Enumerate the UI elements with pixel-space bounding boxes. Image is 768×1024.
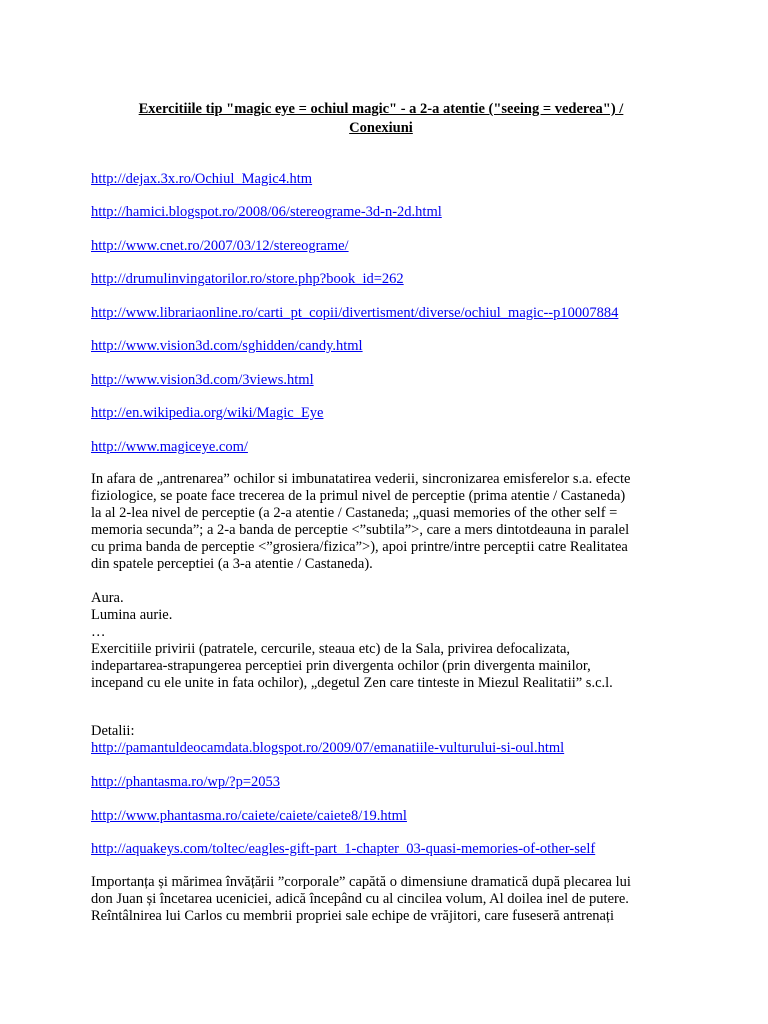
link-aquakeys-toltec[interactable]: http://aquakeys.com/toltec/eagles-gift-part_1-chapter_03-quasi-memories-of-other-self [91,841,596,857]
link-cnet-stereograme[interactable]: http://www.cnet.ro/2007/03/12/stereograme/ [91,238,349,254]
paragraph-line: indepartarea-strapungerea perceptiei prin divergenta ochilor (prin divergenta mainilor, [91,658,591,674]
paragraph-line: Aura. [91,590,124,606]
link-pamantuldeocamdata[interactable]: http://pamantuldeocamdata.blogspot.ro/2009/07/emanatiile-vulturului-si-oul.html [91,740,565,756]
paragraph-line: fiziologice, se poate face trecerea de la primul nivel de perceptie (prima atentie / Castaneda) [91,488,626,504]
link-magiceye[interactable]: http://www.magiceye.com/ [91,439,248,455]
link-drumulinvingatorilor[interactable]: http://drumulinvingatorilor.ro/store.php?book_id=262 [91,271,404,287]
paragraph-line: Importanța și mărimea învățării ”corporale” capătă o dimensiune dramatică după plecarea lui [91,874,631,890]
paragraph-line: la al 2-lea nivel de perceptie (a 2-a atentie / Castaneda; „quasi memories of the other self = [91,505,618,521]
details-label: Detalii: [91,723,135,739]
paragraph-line: Lumina aurie. [91,607,173,623]
document-title [91,100,671,138]
link-dejax-ochiul-magic[interactable]: http://dejax.3x.ro/Ochiul_Magic4.htm [91,171,313,187]
paragraph-line: In afara de „antrenarea” ochilor si imbunatatirea vederii, sincronizarea emisferelor s.a. efecte [91,471,631,487]
link-phantasma-wp[interactable]: http://phantasma.ro/wp/?p=2053 [91,774,280,790]
paragraph-line: Exercitiile privirii (patratele, cercurile, steaua etc) de la Sala, privirea defocalizata, [91,641,571,657]
paragraph-aura [91,590,691,692]
paragraph-line: don Juan și încetarea uceniciei, adică începând cu al cincilea volum, Al doilea inel de putere. [91,891,629,907]
paragraph-line: cu prima banda de perceptie <”grosiera/fizica”>), apoi printre/intre perceptii catre Realitatea [91,539,628,555]
link-librariaonline[interactable]: http://www.librariaonline.ro/carti_pt_copii/divertisment/diverse/ochiul_magic--p10007884 [91,305,619,321]
paragraph-line: incepand cu ele unite in fata ochilor), „degetul Zen care tinteste in Miezul Realitatii” s.c.l. [91,675,613,691]
paragraph-invatare-corporala [91,874,691,925]
paragraph-line: … [91,624,106,640]
paragraph-line: memoria secunda”; a 2-a banda de perceptie <”subtila”>, care a mers dintotdeauna in paralel [91,522,630,538]
link-vision3d-3views[interactable]: http://www.vision3d.com/3views.html [91,372,314,388]
link-wikipedia-magic-eye[interactable]: http://en.wikipedia.org/wiki/Magic_Eye [91,405,324,421]
link-phantasma-caiete[interactable]: http://www.phantasma.ro/caiete/caiete/caiete8/19.html [91,808,407,824]
paragraph-line: Reîntâlnirea lui Carlos cu membrii propriei sale echipe de vrăjitori, care fuseseră antrenați [91,908,614,924]
paragraph-perceptie [91,471,691,573]
link-vision3d-candy[interactable]: http://www.vision3d.com/sghidden/candy.html [91,338,363,354]
title-line-2: Conexiuni [349,120,413,136]
title-line-1: Exercitiile tip "magic eye = ochiul magic" - a 2-a atentie ("seeing = vederea") / [138,101,624,117]
paragraph-line: din spatele perceptiei (a 3-a atentie / Castaneda). [91,556,373,572]
link-hamici-stereograme[interactable]: http://hamici.blogspot.ro/2008/06/stereograme-3d-n-2d.html [91,204,442,220]
